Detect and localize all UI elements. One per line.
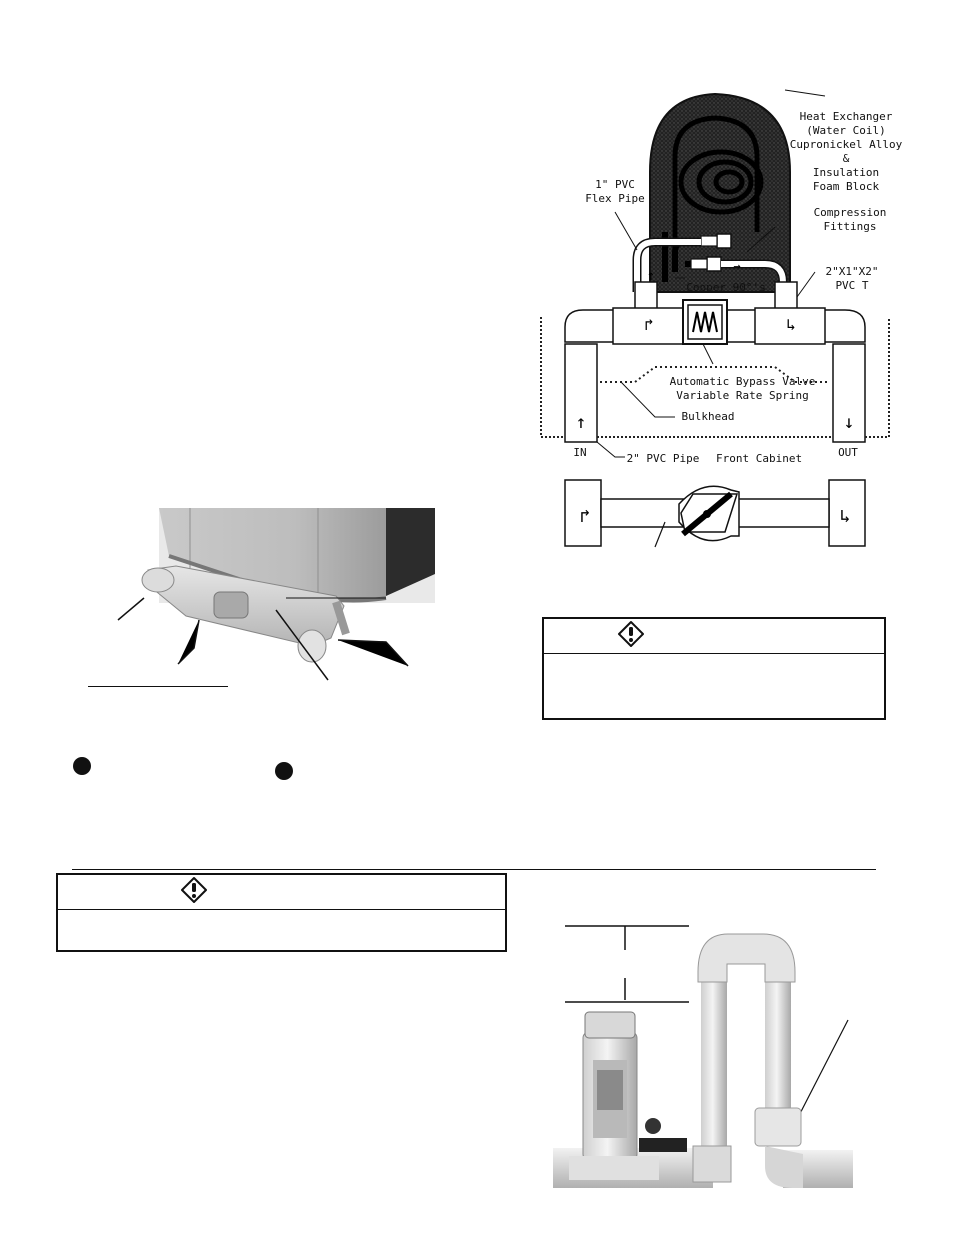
- bullet-dot: [73, 757, 91, 775]
- warning-box-left: [56, 873, 507, 952]
- label-bulkhead: Bulkhead: [681, 410, 735, 423]
- flow-arrow-right: →: [733, 259, 741, 273]
- flow-arrow-down-right: ↳: [839, 506, 851, 527]
- label-bypass-valve: Automatic Bypass Valve Variable Rate Spring: [669, 375, 816, 402]
- label-heat-exchanger: Heat Exchanger (Water Coil) Cupronickel Alloy & Insulation Foam Block: [789, 110, 903, 193]
- warning-icon: [180, 876, 208, 904]
- flow-arrow-down: ↓: [843, 412, 855, 433]
- warning-header: [58, 875, 505, 910]
- warning-box-right: [542, 617, 886, 720]
- label-pvc-pipe: 2" PVC Pipe: [626, 452, 700, 465]
- flow-arrow-up-right: ↱: [579, 506, 591, 527]
- warning-header: [544, 619, 884, 654]
- label-in: IN: [573, 446, 587, 459]
- label-flex-pipe: 1" PVC Flex Pipe: [585, 178, 645, 205]
- chlorinator-plumbing-photo: [553, 920, 853, 1188]
- flow-arrow-down-right: ↳: [786, 315, 796, 334]
- external-plumbing: [565, 480, 865, 546]
- label-front-cabinet: Front Cabinet: [716, 452, 803, 465]
- label-pvc-t: 2"X1"X2" PVC T: [825, 265, 879, 292]
- compression-fitting: [717, 234, 731, 248]
- compression-fitting: [707, 257, 721, 271]
- section-divider: [72, 869, 876, 870]
- heat-pump-base-photo: [86, 508, 436, 700]
- caption-underline: [88, 686, 228, 687]
- label-out: OUT: [838, 446, 858, 459]
- label-copper: Copper 90°'s: [686, 281, 766, 294]
- flow-arrow-up: ↑: [575, 412, 587, 433]
- flow-arrow-up: ↑: [646, 268, 656, 284]
- bullet-dot: [275, 762, 293, 780]
- flow-arrow-up-right: ↱: [644, 315, 654, 334]
- label-compression-fittings: Compression Fittings: [813, 206, 887, 233]
- warning-icon: [617, 620, 645, 648]
